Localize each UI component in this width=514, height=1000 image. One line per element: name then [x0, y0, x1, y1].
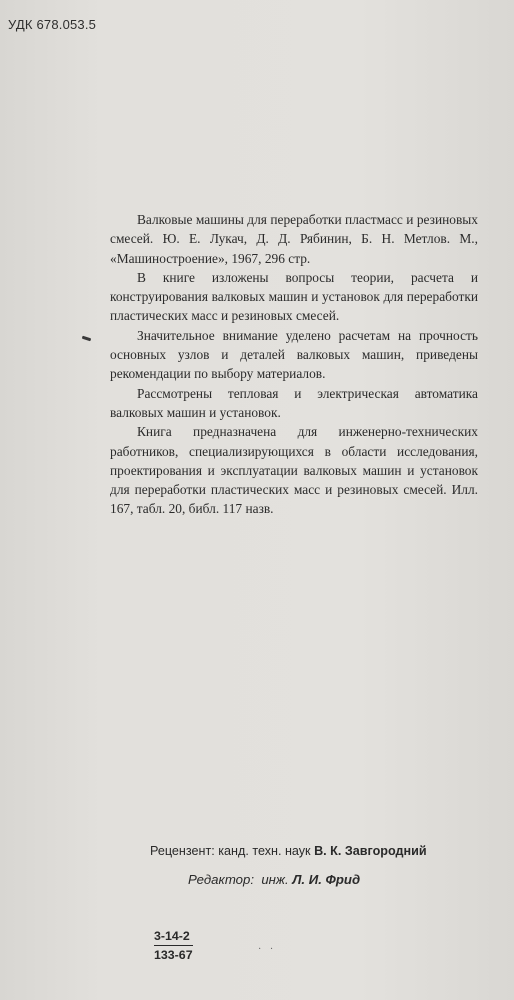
code-top: 3-14-2: [154, 928, 193, 946]
publication-codes: [154, 928, 193, 964]
reviewer-credit: [150, 844, 427, 858]
book-annotation: [110, 210, 478, 519]
reviewer-title: канд. техн. наук: [218, 844, 311, 858]
reviewer-label: Рецензент:: [150, 844, 215, 858]
annotation-paragraph-strength: Значительное внимание уделено расчетам на прочность основных узлов и деталей валковых машин, приведены рекомендации по выбору материалов.: [110, 327, 478, 382]
annotation-paragraph-contents: В книге изложены вопросы теории, расчета и конструирования валковых машин и установок для переработки пластических масс и резиновых смесей.: [110, 269, 478, 324]
editor-credit: [188, 872, 360, 887]
udc-code: УДК 678.053.5: [8, 17, 97, 32]
editor-name: Л. И. Фрид: [292, 872, 361, 887]
reviewer-name: В. К. Завгородний: [314, 844, 427, 858]
code-bottom: 133-67: [154, 948, 193, 962]
margin-mark: [82, 336, 91, 342]
editor-label: Редактор:: [188, 872, 255, 887]
editor-title: инж.: [261, 872, 289, 887]
print-specks: · ·: [258, 944, 277, 955]
annotation-paragraph-bibliographic: Валковые машины для переработки пластмасс и резиновых смесей. Ю. Е. Лукач, Д. Д. Рябинин, Б. Н. Метлов. М., «Машиностроение», 1967, 296 стр.: [110, 212, 478, 266]
annotation-paragraph-audience: Книга предназначена для инженерно-технических работников, специализирующихся в области исследования, проектирования и эксплуатации валковых машин и установок для переработки пластических масс и резиновых смесей. Илл. 167, табл. 20, библ. 117 назв.: [110, 424, 478, 517]
annotation-paragraph-automation: Рассмотрены тепловая и электрическая автоматика валковых машин и установок.: [110, 385, 478, 420]
